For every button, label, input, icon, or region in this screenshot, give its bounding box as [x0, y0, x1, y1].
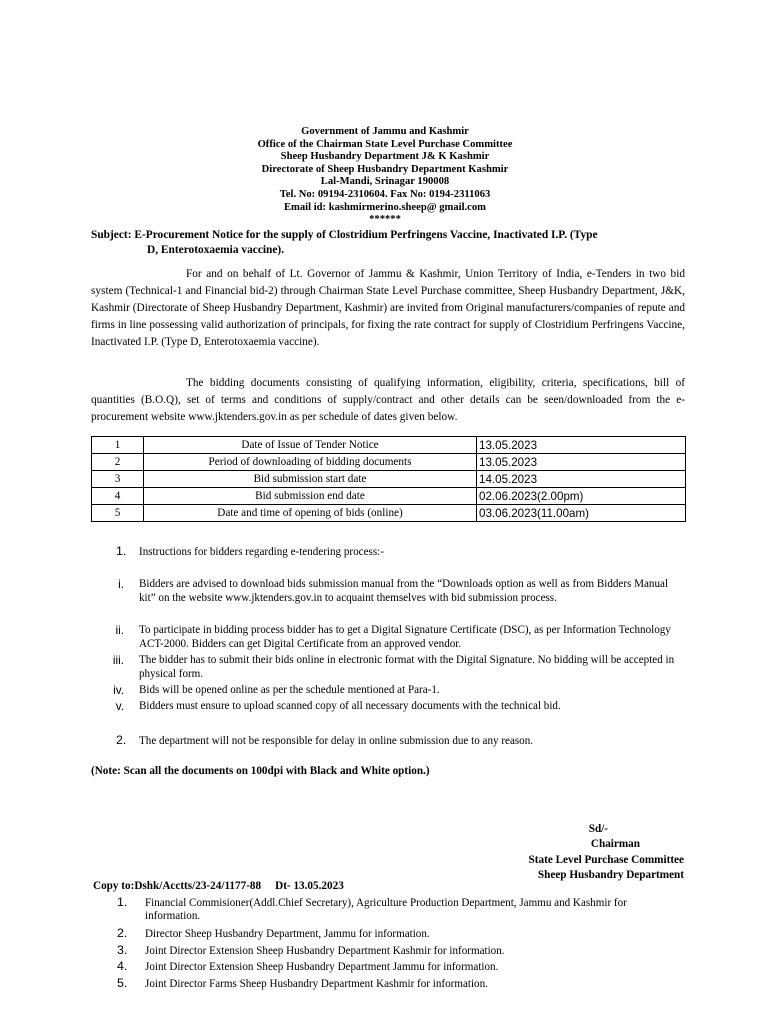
schedule-num: 4 — [92, 488, 144, 505]
table-row — [92, 505, 686, 522]
subject-text-2: D, Enterotoxaemia vaccine). — [147, 244, 285, 256]
schedule-table — [91, 436, 686, 522]
copy-to-reference: Copy to:Dshk/Acctts/23-24/1177-88 — [93, 880, 262, 892]
instruction-text: The department will not be responsible for delay in online submission due to any reason. — [139, 735, 534, 747]
header-office: Office of the Chairman State Level Purchase Committee — [257, 138, 513, 150]
schedule-num: 2 — [92, 454, 144, 471]
paragraph-bidding-documents — [91, 375, 685, 426]
instruction-text: To participate in bidding process bidder has to get a Digital Signature Certificate (DSC), as per Information Technology ACT-2000. Bidders can get Digital Certificate from an approved vendor. — [139, 624, 671, 651]
roman-numeral: i. — [118, 577, 124, 591]
signature-department: Sheep Husbandry Department — [537, 868, 684, 881]
header-department: Sheep Husbandry Department J& K Kashmir — [280, 151, 490, 163]
schedule-desc: Bid submission end date — [144, 488, 477, 505]
schedule-value: 13.05.2023 — [477, 437, 686, 454]
copy-recipient: Joint Director Extension Sheep Husbandry Department Kashmir for information. — [145, 945, 505, 957]
scan-note: (Note: Scan all the documents on 100dpi with Black and White option.) — [91, 765, 430, 777]
schedule-value: 14.05.2023 — [477, 471, 686, 488]
list-number: 2. — [116, 733, 127, 747]
list-number: 3. — [117, 943, 128, 957]
list-number: 5. — [117, 976, 128, 990]
list-number: 4. — [117, 959, 128, 973]
table-row — [92, 488, 686, 505]
instruction-text: Bids will be opened online as per the schedule mentioned at Para-1. — [139, 684, 440, 696]
instruction-text: The bidder has to submit their bids online in electronic format with the Digital Signature. No bidding will be accepted in physical form. — [139, 654, 675, 681]
letterhead — [90, 126, 680, 227]
roman-numeral: iii. — [112, 653, 124, 667]
schedule-num: 1 — [92, 437, 144, 454]
copy-recipient: Financial Commisioner(Addl.Chief Secretary), Agriculture Production Department, Jammu and Kashmir for information. — [145, 897, 627, 923]
paragraph-invitation — [91, 266, 685, 351]
paragraph-invitation-text: For and on behalf of Lt. Governor of Jammu & Kashmir, Union Territory of India, e-Tenders in two bid system (Technical-1 and Financial bid-2) through Chairman State Level Purchase committee, Sheep Husbandry Department, J&K, Kashmir (Directorate of Sheep Husbandry Department, Kashmir) are invited from Original manufacturers/companies of repute and firms in line possessing valid authorization of principals, for fixing the rate contract for supply of Clostridium Perfringens Vaccine, Inactivated I.P. (Type D, Enterotoxaemia vaccine). — [91, 268, 685, 349]
roman-numeral: v. — [115, 699, 124, 713]
header-directorate: Directorate of Sheep Husbandry Department Kashmir — [261, 163, 509, 175]
copy-to-line — [93, 880, 344, 892]
header-government: Government of Jammu and Kashmir — [301, 126, 469, 137]
schedule-desc: Period of downloading of bidding documents — [144, 454, 477, 471]
header-address: Lal-Mandi, Srinagar 190008 — [320, 176, 450, 188]
subject-line — [91, 228, 691, 258]
list-number: 1. — [117, 895, 128, 909]
list-number: 1. — [116, 544, 127, 558]
table-row — [92, 454, 686, 471]
signature-block — [529, 822, 684, 883]
signature-committee: State Level Purchase Committee — [528, 853, 684, 866]
copy-recipient: Director Sheep Husbandry Department, Jammu for information. — [145, 928, 430, 940]
table-row — [92, 437, 686, 454]
schedule-value: 03.06.2023(11.00am) — [477, 505, 686, 522]
header-email: Email id: kashmirmerino.sheep@ gmail.com — [283, 201, 486, 213]
schedule-num: 5 — [92, 505, 144, 522]
schedule-value: 02.06.2023(2.00pm) — [477, 488, 686, 505]
signature-title: Chairman — [590, 838, 640, 851]
copy-recipient: Joint Director Farms Sheep Husbandry Department Kashmir for information. — [145, 978, 488, 990]
instruction-text: Bidders must ensure to upload scanned copy of all necessary documents with the technical bid. — [139, 700, 561, 712]
schedule-value: 13.05.2023 — [477, 454, 686, 471]
copy-to-date: Dt- 13.05.2023 — [275, 880, 344, 892]
instruction-heading: Instructions for bidders regarding e-tendering process:- — [139, 546, 384, 558]
header-separator: ****** — [369, 214, 401, 226]
header-phone: Tel. No: 09194-2310604. Fax No: 0194-2311063 — [279, 188, 491, 200]
schedule-desc: Date and time of opening of bids (online) — [144, 505, 477, 522]
copy-recipient: Joint Director Extension Sheep Husbandry Department Jammu for information. — [145, 961, 499, 973]
subject-text-1: Subject: E-Procurement Notice for the supply of Clostridium Perfringens Vaccine, Inactivated I.P. (Type — [91, 229, 598, 241]
signature-sd: Sd/- — [588, 823, 608, 835]
roman-numeral: ii. — [115, 623, 124, 637]
paragraph-bidding-text: The bidding documents consisting of qualifying information, eligibility, criteria, specifications, bill of quantities (B.O.Q), set of terms and conditions of supply/contract and other details can be seen/downloaded from the e-procurement website www.jktenders.gov.in as per schedule of dates given below. — [91, 377, 685, 424]
schedule-num: 3 — [92, 471, 144, 488]
schedule-desc: Date of Issue of Tender Notice — [144, 437, 477, 454]
instruction-text: Bidders are advised to download bids submission manual from the “Downloads option as well as from Bidders Manual kit” on the website www.jktenders.gov.in to acquaint themselves with bid submission process. — [139, 578, 669, 605]
schedule-desc: Bid submission start date — [144, 471, 477, 488]
list-number: 2. — [117, 926, 128, 940]
table-row — [92, 471, 686, 488]
roman-numeral: iv. — [113, 683, 124, 697]
